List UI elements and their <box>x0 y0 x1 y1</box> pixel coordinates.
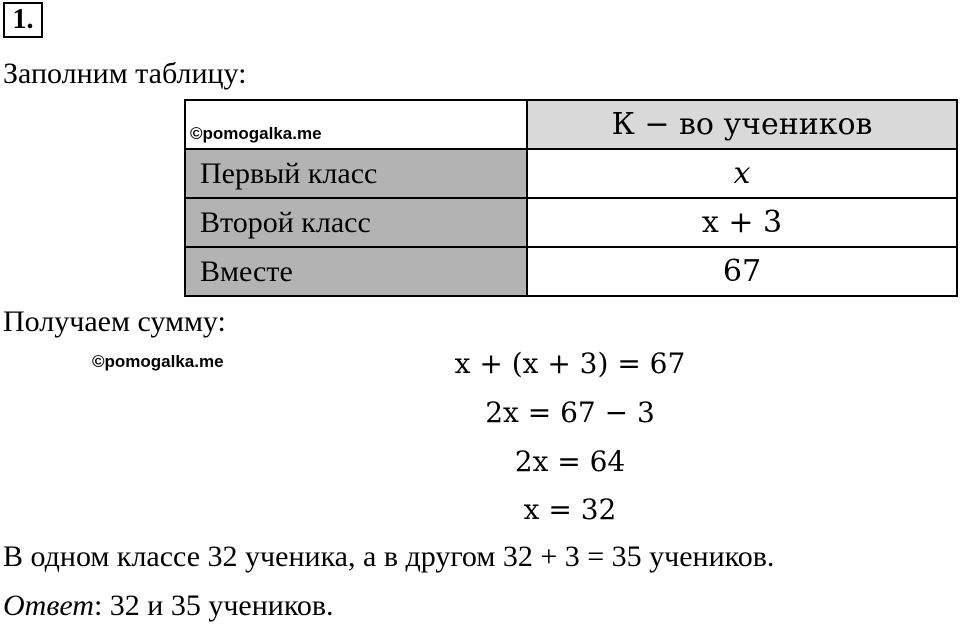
table-row <box>185 247 957 296</box>
answer-line <box>3 588 334 624</box>
row-value: 67 <box>527 247 957 296</box>
row-value: x <box>527 149 957 198</box>
answer-label: Ответ <box>3 589 94 622</box>
equation-line: 2x = 64 <box>514 445 626 478</box>
answer-text: : 32 и 35 учеников. <box>93 589 334 622</box>
equation-line: x = 32 <box>523 493 617 526</box>
data-table <box>184 99 958 297</box>
table-corner-cell <box>185 100 527 149</box>
table-header-row <box>185 100 957 149</box>
watermark: ©pomogalka.me <box>92 352 224 371</box>
row-value: x + 3 <box>527 198 957 247</box>
intro-text: Заполним таблицу: <box>3 57 247 90</box>
conclusion-text: В одном классе 32 ученика, а в другом 32 + 3 = 35 учеников. <box>3 540 775 573</box>
table-row <box>185 198 957 247</box>
table-header-cell: К − во учеников <box>527 100 957 149</box>
task-number: 1. <box>3 2 43 38</box>
row-label: Вместе <box>185 247 527 296</box>
row-label: Второй класс <box>185 198 527 247</box>
equation-line: x + (x + 3) = 67 <box>454 347 686 380</box>
row-label: Первый класс <box>185 149 527 198</box>
equation-line: 2x = 67 − 3 <box>485 396 655 429</box>
watermark: ©pomogalka.me <box>190 124 322 143</box>
table-row <box>185 149 957 198</box>
sum-intro-text: Получаем сумму: <box>3 305 226 338</box>
